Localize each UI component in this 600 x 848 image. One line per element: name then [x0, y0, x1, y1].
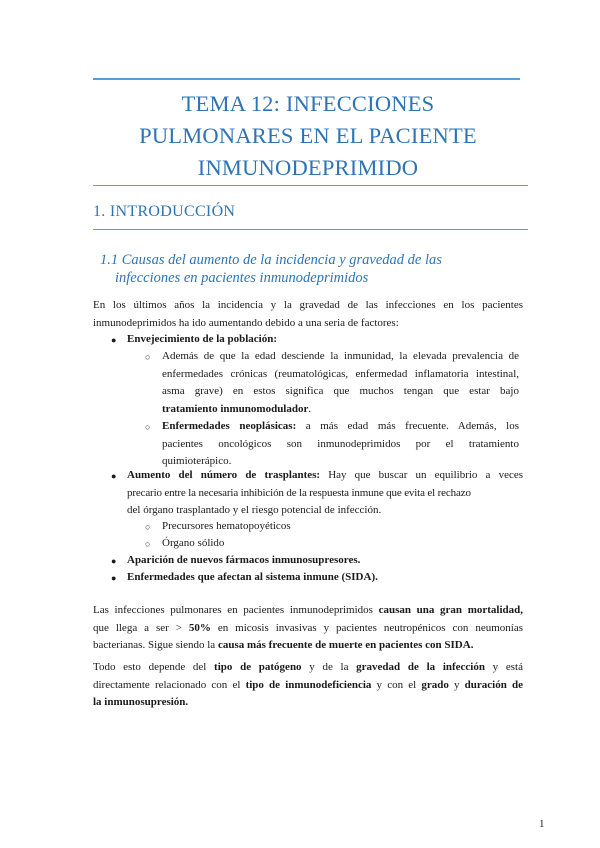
bullet-circle-1: ○ — [145, 352, 151, 362]
bullet-circle-4: ○ — [145, 539, 151, 549]
sub-bullet-edad-period: . — [308, 402, 312, 415]
trasplantes-line-1-rest: Hay que buscar un equilibrio a veces — [320, 469, 524, 481]
mortality-bold: causan una gran mortalidad, — [378, 604, 523, 616]
mortality-line-1 — [93, 602, 523, 620]
bullet-trasplantes-line-3: del órgano trasplantado y el riesgo potencial de infección. — [127, 504, 382, 517]
title-line-1: TEMA 12: INFECCIONES — [181, 91, 435, 116]
dependency-text-2e: y — [448, 678, 465, 691]
dependency-text-c: y de la — [301, 661, 357, 673]
title-line-3: INMUNODEPRIMIDO — [197, 155, 419, 180]
bullet-sida-text: Enfermedades que afectan al sistema inmune (SIDA). — [127, 571, 378, 583]
dependency-line-1 — [93, 659, 523, 677]
bullet-dot-2: ● — [111, 471, 117, 481]
duracion: duración de — [464, 678, 523, 691]
dependency-line-2 — [93, 677, 523, 695]
sub-bullet-precursores: Precursores hematopoyéticos — [162, 520, 291, 532]
page-title — [93, 88, 523, 184]
heading-introduccion: 1. INTRODUCCIÓN — [93, 203, 236, 220]
page-number: 1 — [539, 818, 545, 830]
mortality-line-3-text: bacterianas. Sigue siendo la — [93, 639, 218, 652]
enfermedades-neoplasicas-label: Enfermedades neoplásicas: — [162, 420, 297, 432]
bullet-envejecimiento — [127, 331, 277, 349]
tipo-patogeno: tipo de patógeno — [214, 661, 302, 673]
subheading-line-1: 1.1 Causas del aumento de la incidencia y gravedad de las — [100, 252, 442, 268]
bullet-sida — [127, 569, 378, 587]
tipo-inmunodeficiencia: tipo de inmunodeficiencia — [245, 678, 372, 691]
dependency-paragraph — [93, 659, 523, 712]
gravedad-infeccion: gravedad de la infección — [356, 661, 485, 673]
title-top-rule — [93, 78, 520, 80]
title-bottom-rule — [93, 185, 528, 186]
bullet-dot-1: ● — [111, 335, 117, 345]
mortality-line-2-text: que llega a ser > — [93, 621, 189, 634]
sub-bullet-edad-line-2: enfermedades crónicas (reumatológicas, enfermedad inflamatoria intestinal, — [162, 367, 519, 380]
intro-paragraph — [93, 297, 523, 332]
bullet-dot-3: ● — [111, 556, 117, 566]
sub-bullet-edad-line-4 — [162, 401, 519, 419]
intro-line-1: En los últimos años la incidencia y la gravedad de las infecciones en los pacientes — [93, 299, 523, 311]
bullet-trasplantes-line-1 — [127, 467, 523, 485]
heading1-rule — [93, 229, 528, 230]
dependency-text-a: Todo esto depende del — [93, 661, 215, 673]
subheading-line-2: infecciones en pacientes inmunodeprimidos — [115, 270, 369, 286]
mortality-line-1-text: Las infecciones pulmonares en pacientes inmunodeprimidos — [93, 604, 379, 616]
dependency-line-3 — [93, 694, 523, 712]
title-line-2: PULMONARES EN EL PACIENTE — [139, 123, 477, 148]
subheading-causas — [100, 251, 500, 287]
intro-line-2: inmunodeprimidos ha ido aumentando debido a una seria de factores: — [93, 316, 399, 329]
sub-bullet-neoplasicas-line-3: quimioterápico. — [162, 455, 232, 468]
tratamiento-inmunomodulador: tratamiento inmunomodulador — [162, 402, 309, 415]
bullet-farmacos — [127, 552, 360, 570]
dependency-text-2a: directamente relacionado con el — [93, 678, 246, 691]
bullet-circle-3: ○ — [145, 522, 151, 532]
bullet-trasplantes — [127, 467, 523, 520]
sub-bullet-organo-solido: Órgano sólido — [162, 537, 225, 549]
sub-bullet-edad — [162, 348, 519, 418]
sub-bullet-edad-line-3: asma grave) en estos significa que muchos tengan que estar bajo — [162, 385, 519, 398]
mortality-line-2 — [93, 620, 523, 638]
aumento-trasplantes-label: Aumento del número de trasplantes: — [127, 469, 321, 481]
mortality-paragraph — [93, 602, 523, 655]
bullet-trasplantes-line-2: precario entre la necesaria inhibición de la respuesta inmune que evita el rechazo — [127, 486, 471, 499]
mortality-percent: 50% — [188, 621, 211, 634]
sub-bullet-neoplasicas-line-1 — [162, 418, 519, 436]
bullet-farmacos-text: Aparición de nuevos fármacos inmunosupresores. — [127, 554, 361, 566]
mortality-line-2-rest: en micosis invasivas y pacientes neutropénicos con neumonías — [210, 621, 523, 634]
dependency-text-e: y está — [484, 661, 523, 673]
sub-bullet-neoplasicas-line-2: pacientes oncológicos son inmunodeprimidos por el tratamiento — [162, 437, 519, 450]
grado: grado — [421, 678, 449, 691]
mortality-line-3 — [93, 637, 523, 655]
bullet-circle-2: ○ — [145, 422, 151, 432]
inmunosupresion: la inmunosupresión. — [93, 696, 189, 709]
dependency-text-2c: y con el — [371, 678, 422, 691]
neoplasicas-line-1-rest: a más edad más frecuente. Además, los — [296, 420, 519, 432]
bullet-dot-4: ● — [111, 573, 117, 583]
bullet-envejecimiento-label: Envejecimiento de la población: — [127, 333, 278, 345]
sub-bullet-edad-line-1: Además de que la edad desciende la inmunidad, la elevada prevalencia de — [162, 350, 519, 362]
mortality-sida-bold: causa más frecuente de muerte en pacientes con SIDA. — [217, 639, 474, 652]
sub-bullet-neoplasicas — [162, 418, 519, 471]
